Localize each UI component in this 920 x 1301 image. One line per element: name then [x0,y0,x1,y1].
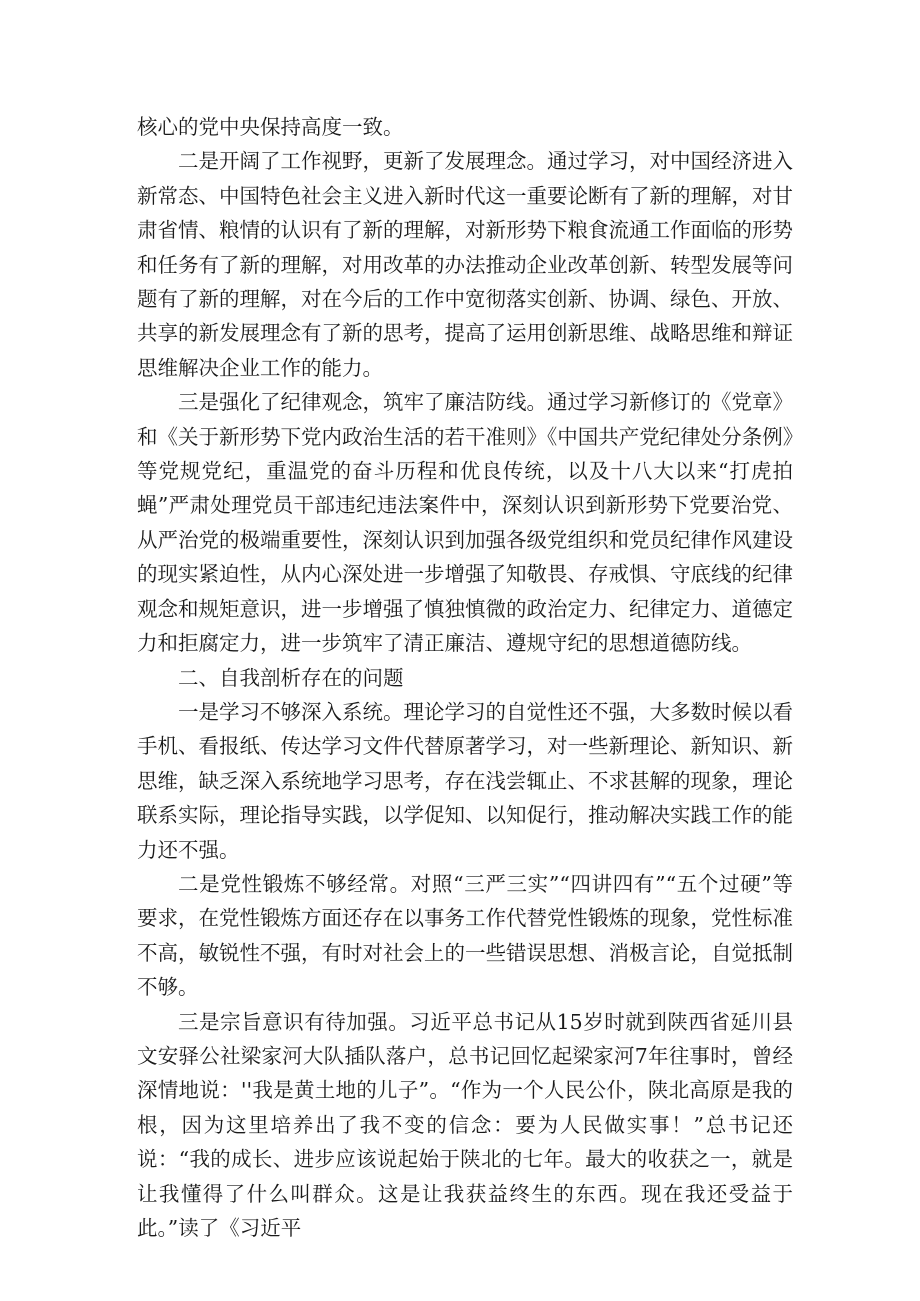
paragraph-continuation: 核心的党中央保持高度一致。 [137,115,404,139]
paragraph-development-concept: 二是开阔了工作视野，更新了发展理念。通过学习，对中国经济进入新常态、中国特色社会主义进入新时代这一重要论断有了新的理解，对甘肃省情、粮情的认识有了新的理解，对新形势下粮食流通工作面临的形势和任务有了新的理解，对用改革的办法推动企业改革创新、转型发展等问题有了新的理解，对在今后的工作中宽彻落实创新、协调、绿色、开放、共享的新发展理念有了新的思考，提高了运用创新思维、战略思维和辩证思维解决企业工作的能力。 [137,149,793,380]
paragraph-party-spirit-problem: 二是党性锻炼不够经常。对照“三严三实”“四讲四有”“五个过硬”等要求，在党性锻炼方面还存在以事务工作代替党性锻炼的现象，党性标准不高，敏锐性不强，有时对社会上的一些错误思想、消极言论，自觉抵制不够。 [137,871,793,1000]
section-heading-self-analysis: 二、自我剖析存在的问题 [178,665,404,690]
paragraph-purpose-awareness: 三是宗旨意识有待加强。习近平总书记从15岁时就到陕西省延川县文安驿公社梁家河大队插队落户，总书记回忆起梁家河7年往事时，曾经深情地说：''我是黄土地的儿子”。“作为一个人民公仆，陕北高原是我的根，因为这里培养出了我不变的信念：要为人民做实事！”总书记还说：“我的成长、进步应该说起始于陕北的七年。最大的收获之一，就是让我懂得了什么叫群众。这是让我获益终生的东西。现在我还受益于此。”读了《习近平 [137,1009,793,1240]
paragraph-study-problem: 一是学习不够深入系统。理论学习的自觉性还不强，大多数时候以看手机、看报纸、传达学习文件代替原著学习，对一些新理论、新知识、新思维，缺乏深入系统地学习思考，存在浅尝辄止、不求甚解的现象，理论联系实际，理论指导实践，以学促知、以知促行，推动解决实践工作的能力还不强。 [137,699,793,862]
document-body [137,110,793,1245]
paragraph-discipline-concept: 三是强化了纪律观念，筑牢了廉洁防线。通过学习新修订的《党章》和《关于新形势下党内政治生活的若干准则》《中国共产党纪律处分条例》等党规党纪，重温党的奋斗历程和优良传统，以及十八大以来“打虎拍蝇”严肃处理党员干部违纪违法案件中，深刻认识到新形势下党要治党、从严治党的极端重要性，深刻认识到加强各级党组织和党员纪律作风建设的现实紧迫性，从内心深处进一步增强了知敬畏、存戒惧、守底线的纪律观念和规矩意识，进一步增强了慎独慎微的政治定力、纪律定力、道德定力和拒腐定力，进一步筑牢了清正廉洁、遵规守纪的思想道德防线。 [137,390,793,656]
